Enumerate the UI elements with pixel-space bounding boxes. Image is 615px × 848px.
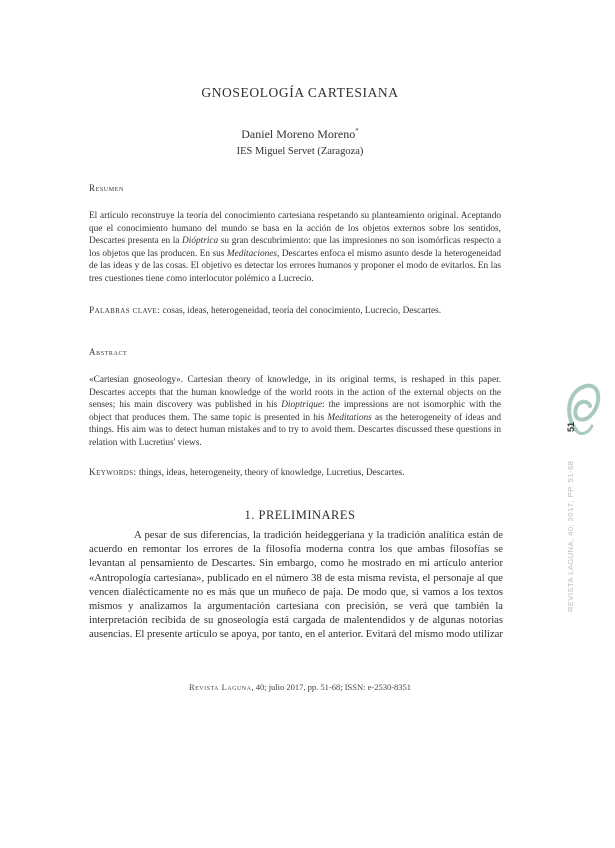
abstract-heading: Abstract: [89, 347, 128, 357]
resumen-italic-title: Dióptrica: [182, 236, 219, 246]
page-footer: [0, 682, 600, 692]
author-affiliation: IES Miguel Servet (Zaragoza): [236, 146, 364, 157]
article-title: GNOSEOLOGÍA CARTESIANA: [201, 85, 399, 100]
resumen-italic-title: Meditaciones: [226, 248, 278, 259]
keywords-label: Palabras clave:: [89, 306, 161, 316]
body-text: [89, 529, 503, 643]
keywords-list: cosas, ideas, heterogeneidad, teoría del conocimiento, Lucrecio, Descartes.: [160, 306, 442, 316]
page-number: 51: [566, 421, 576, 432]
resumen-keywords: [89, 305, 509, 318]
running-reference: REVISTA LAGUNA, 40; 2017, PP. 51-68: [566, 460, 575, 612]
resumen-text-part: su gran descubrimiento: que las impresiones no son isomórficas respecto a los objetos que las producen. En sus: [89, 236, 501, 259]
abstract-text-part: : the impressions are not isomorphic with the object that produces them. The same topic is presented in his: [89, 400, 501, 423]
author-line: [0, 127, 600, 142]
abstract-italic-title: Dioptrique: [281, 400, 323, 410]
resumen-heading: Resumen: [89, 183, 124, 193]
author-footnote-mark: *: [355, 127, 359, 135]
abstract-keywords: [89, 467, 509, 480]
resumen-text-part: El artículo reconstruye la teoría del conocimiento cartesiana respetando su planteamiento original. Aceptando que el conocimiento humano del mundo se basa en la acción de los objetos externos sobre los sentidos, Descartes presenta en la: [89, 211, 501, 246]
resumen-text-part: , Descartes enfoca el mismo asunto desde la heterogeneidad de las ideas y de las cosas. El objetivo es detectar los errores humanos y proponer el modo de evitarlos. En las tres cuestiones tiene como interlocutor polémico a Lucrecio.: [89, 248, 502, 284]
footer-citation: , 40; julio 2017, pp. 51-68; ISSN: e-2530-8351: [251, 682, 412, 692]
abstract-text-part: «Cartesian gnoseology». Cartesian theory of knowledge, in its original terms, is reshaped in this paper. Descartes accepts that the human knowledge of the world roots in the action of the external objects on the senses; his main discovery was published in his: [89, 375, 501, 410]
keywords-list: things, ideas, heterogeneity, theory of knowledge, Lucretius, Descartes.: [136, 468, 405, 478]
footer-journal: Revista Laguna: [188, 682, 252, 692]
keywords-label: Keywords:: [89, 468, 137, 478]
abstract-italic-title: Meditations: [327, 412, 372, 423]
logo-swirl-tail: [576, 426, 592, 433]
abstract-text-part: as the heterogeneity of ideas and things. His aim was to detect human mistakes and to try to avoid them. Descartes discussed these questions in relation with Lucretius' views.: [89, 412, 501, 448]
author-name: Daniel Moreno Moreno: [241, 127, 356, 141]
resumen-text: [89, 210, 501, 285]
body-paragraph: A pesar de sus diferencias, la tradición heideggeriana y la tradición analítica están de acuerdo en remontar los errores de la filosofía moderna contra los que ambas filosofías se levantan al pensamiento de Descartes. Sin embargo, como he mostrado en mi artículo anterior «Antropología cartesiana», publicado en el número 38 de esta misma revista, el personaje al que vencen dialécticamente no es más que un muñeco de paja. De modo que, si vamos a los textos mismos y analizamos la argumentación cartesiana con precisión, se verá que también la interpretación recibida de su gnoseología está cargada de malentendidos y de algunas notorias ausencias. El presente artículo se apoya, por tanto, en el anterior. Evitará del mismo modo utilizar: [89, 530, 503, 641]
section-heading: 1. PRELIMINARES: [244, 508, 356, 522]
abstract-text: [89, 374, 501, 449]
